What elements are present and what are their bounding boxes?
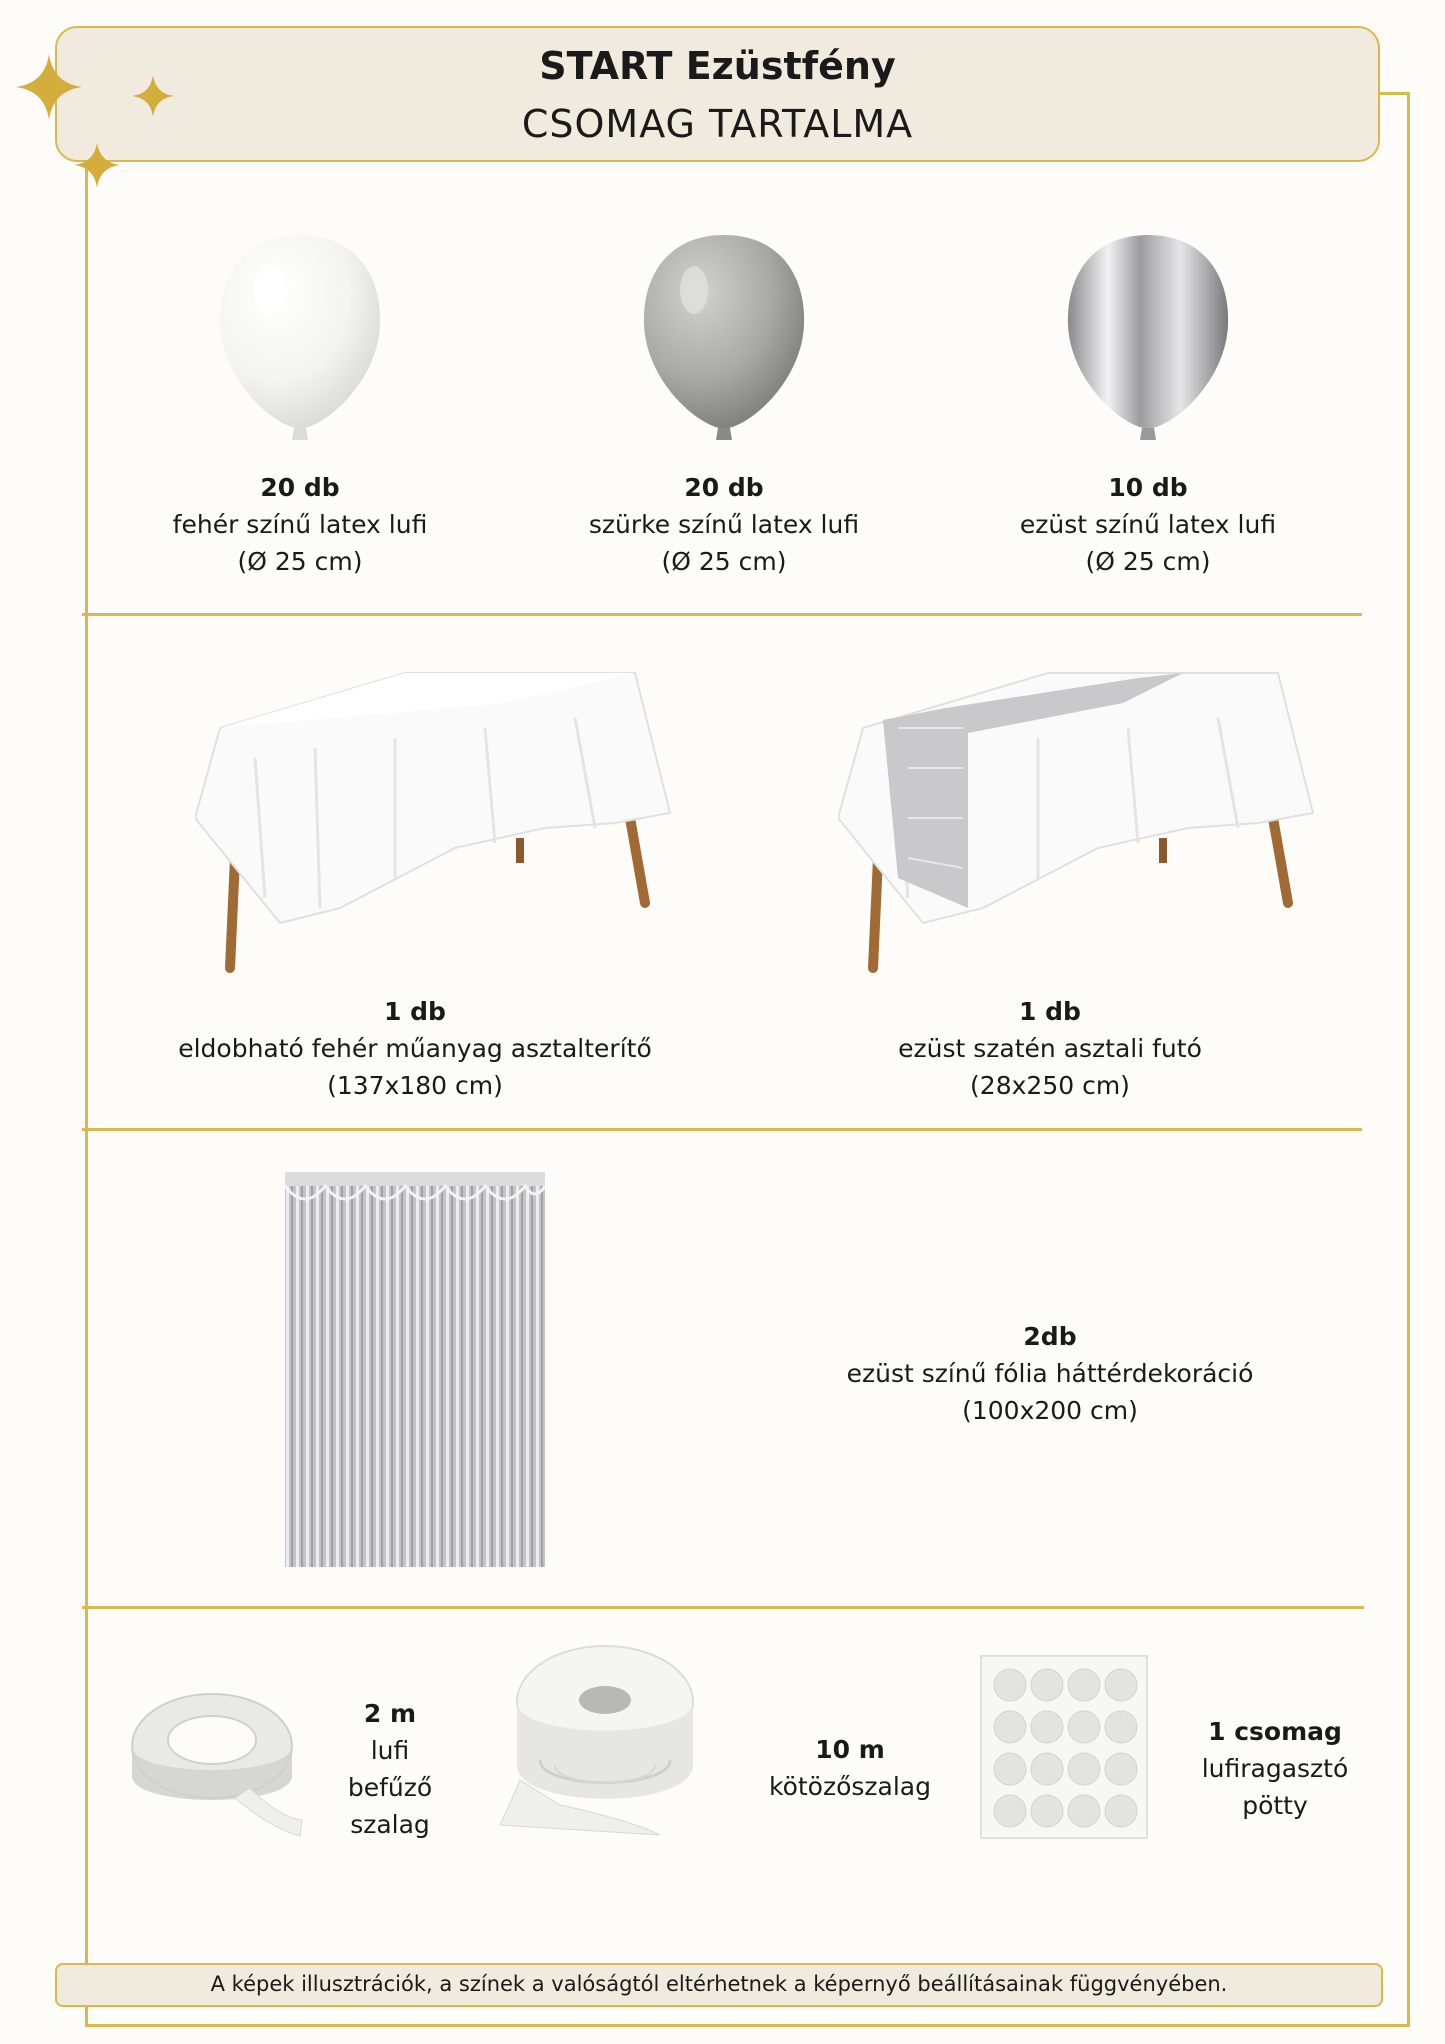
item-line: lufiragasztó <box>1201 1754 1349 1783</box>
item-line: szalag <box>350 1810 430 1839</box>
glue-dots-caption <box>1165 1713 1385 1824</box>
tablecloth-caption <box>165 993 665 1104</box>
grey-balloon-image <box>634 230 814 445</box>
item-quantity: 20 db <box>684 473 764 502</box>
item-quantity: 1 db <box>1019 997 1081 1026</box>
grey-balloon-caption <box>544 469 904 580</box>
page-title: START Ezüstfény <box>539 44 896 88</box>
item-quantity: 2db <box>1023 1322 1077 1351</box>
disclaimer-text: A képek illusztrációk, a színek a valóságtól eltérhetnek a képernyő beállításainak függvényében. <box>210 1972 1228 1996</box>
item-line: kötözőszalag <box>769 1772 931 1801</box>
item-quantity: 20 db <box>260 473 340 502</box>
ribbon-caption <box>330 1695 450 1843</box>
item-name: fehér színű latex lufi <box>172 510 428 539</box>
sparkle-icon <box>131 74 175 118</box>
item-line: befűző <box>347 1773 433 1802</box>
white-balloon-image <box>210 230 390 445</box>
item-quantity: 10 m <box>815 1735 885 1764</box>
item-quantity: 1 csomag <box>1208 1717 1342 1746</box>
white-balloon-caption <box>120 469 480 580</box>
silver-balloon-caption <box>968 469 1328 580</box>
curling-ribbon-caption <box>740 1731 960 1805</box>
item-name: ezüst szatén asztali futó <box>898 1034 1202 1063</box>
disclaimer-footer <box>55 1963 1383 2007</box>
balloon-ribbon-image <box>130 1668 305 1838</box>
item-name: ezüst színű fólia háttérdekoráció <box>846 1359 1254 1388</box>
page-subtitle: CSOMAG TARTALMA <box>521 102 914 146</box>
foil-curtain-image <box>285 1172 545 1567</box>
table-runner-caption <box>800 993 1300 1104</box>
sparkle-icon <box>14 52 84 122</box>
item-size: (137x180 cm) <box>327 1071 503 1100</box>
item-quantity: 2 m <box>363 1699 417 1728</box>
item-line: lufi <box>370 1736 410 1765</box>
item-line: pötty <box>1242 1791 1308 1820</box>
white-tablecloth-image <box>195 668 675 988</box>
silver-balloon-image <box>1058 230 1238 445</box>
item-size: (28x250 cm) <box>970 1071 1130 1100</box>
item-quantity: 1 db <box>384 997 446 1026</box>
item-quantity: 10 db <box>1108 473 1188 502</box>
curling-ribbon-spool-image <box>500 1640 720 1840</box>
item-size: (Ø 25 cm) <box>661 547 787 576</box>
header-banner <box>55 26 1380 162</box>
item-name: szürke színű latex lufi <box>588 510 860 539</box>
item-size: (Ø 25 cm) <box>1085 547 1211 576</box>
item-size: (100x200 cm) <box>962 1396 1138 1425</box>
section-divider <box>82 1128 1362 1131</box>
section-divider <box>82 1606 1364 1609</box>
section-divider <box>82 613 1362 616</box>
glue-dots-image <box>980 1655 1148 1839</box>
table-runner-image <box>838 668 1318 988</box>
foil-curtain-caption <box>800 1318 1300 1429</box>
item-name: ezüst színű latex lufi <box>1019 510 1277 539</box>
sparkle-icon <box>73 141 121 189</box>
item-size: (Ø 25 cm) <box>237 547 363 576</box>
item-name: eldobható fehér műanyag asztalterítő <box>178 1034 652 1063</box>
